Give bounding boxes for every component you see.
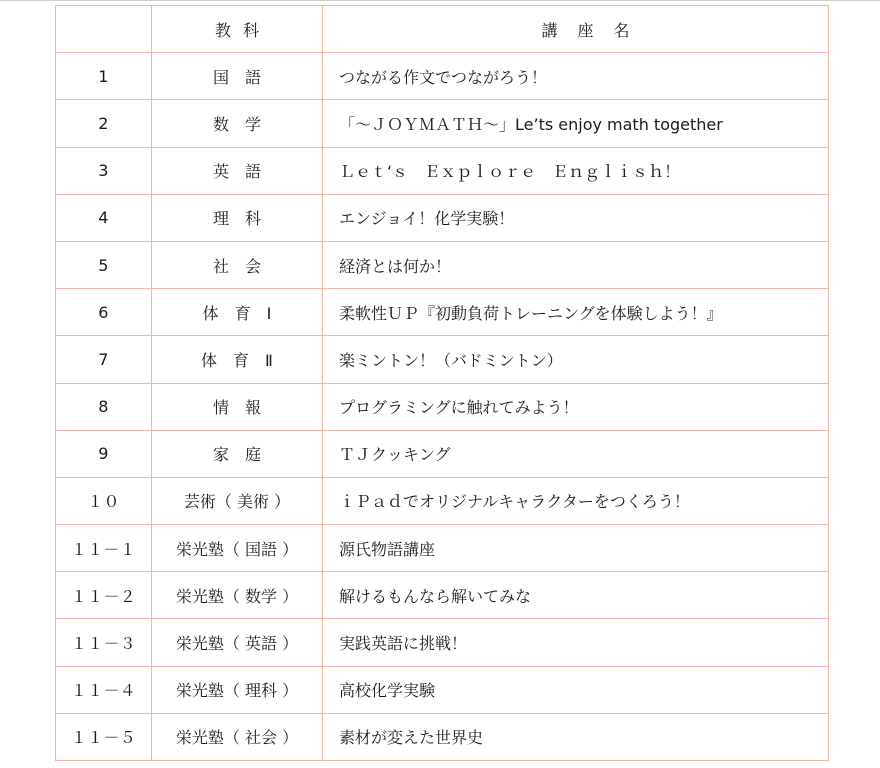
table-row bbox=[56, 194, 829, 241]
row-subject: 栄光塾（ 数学 ） bbox=[152, 572, 323, 619]
row-course: 実践英語に挑戦！ bbox=[323, 619, 829, 666]
row-course: 源氏物語講座 bbox=[323, 525, 829, 572]
table-row bbox=[56, 430, 829, 477]
course-table bbox=[55, 5, 829, 761]
table-row bbox=[56, 147, 829, 194]
row-course: 経済とは何か！ bbox=[323, 241, 829, 288]
row-number: １１－４ bbox=[56, 666, 152, 713]
row-course: 解けるもんなら解いてみな bbox=[323, 572, 829, 619]
row-number: １１－１ bbox=[56, 525, 152, 572]
top-divider bbox=[0, 0, 880, 1]
table-header-row bbox=[56, 6, 829, 53]
row-course: 素材が変えた世界史 bbox=[323, 713, 829, 760]
table-row bbox=[56, 289, 829, 336]
row-number: 5 bbox=[56, 241, 152, 288]
row-subject: 栄光塾（ 理科 ） bbox=[152, 666, 323, 713]
row-number: 9 bbox=[56, 430, 152, 477]
row-course: Ｌｅｔ‘ｓ Ｅｘｐｌｏｒｅ Ｅｎｇｌｉｓｈ！ bbox=[323, 147, 829, 194]
row-number: 8 bbox=[56, 383, 152, 430]
subject-header: 教科 bbox=[152, 6, 323, 53]
table-row bbox=[56, 619, 829, 666]
table-row bbox=[56, 100, 829, 147]
row-subject: 理 科 bbox=[152, 194, 323, 241]
row-subject: 栄光塾（ 英語 ） bbox=[152, 619, 323, 666]
row-subject: 国 語 bbox=[152, 53, 323, 100]
row-number: 1 bbox=[56, 53, 152, 100]
table-row bbox=[56, 525, 829, 572]
row-subject: 栄光塾（ 国語 ） bbox=[152, 525, 323, 572]
row-number: 4 bbox=[56, 194, 152, 241]
row-subject: 数 学 bbox=[152, 100, 323, 147]
row-course: ｉＰａｄでオリジナルキャラクターをつくろう！ bbox=[323, 477, 829, 524]
table-row bbox=[56, 572, 829, 619]
table-row bbox=[56, 241, 829, 288]
row-subject: 英 語 bbox=[152, 147, 323, 194]
row-course: つながる作文でつながろう！ bbox=[323, 53, 829, 100]
row-number: 3 bbox=[56, 147, 152, 194]
row-subject: 体 育 Ⅱ bbox=[152, 336, 323, 383]
row-number: １１－３ bbox=[56, 619, 152, 666]
row-number: １１－５ bbox=[56, 713, 152, 760]
row-course: エンジョイ！化学実験！ bbox=[323, 194, 829, 241]
row-course: ＴＪクッキング bbox=[323, 430, 829, 477]
row-number: 6 bbox=[56, 289, 152, 336]
table-row bbox=[56, 383, 829, 430]
row-subject: 社 会 bbox=[152, 241, 323, 288]
table-row bbox=[56, 713, 829, 760]
table-row bbox=[56, 666, 829, 713]
table-row bbox=[56, 477, 829, 524]
row-number: 7 bbox=[56, 336, 152, 383]
row-subject: 芸術（ 美術 ） bbox=[152, 477, 323, 524]
row-course: 高校化学実験 bbox=[323, 666, 829, 713]
row-course: 楽ミントン！（バドミントン） bbox=[323, 336, 829, 383]
row-subject: 家 庭 bbox=[152, 430, 323, 477]
table-row bbox=[56, 336, 829, 383]
table-row bbox=[56, 53, 829, 100]
row-number: 2 bbox=[56, 100, 152, 147]
row-subject: 栄光塾（ 社会 ） bbox=[152, 713, 323, 760]
number-header bbox=[56, 6, 152, 53]
row-number: １１－２ bbox=[56, 572, 152, 619]
row-course: 柔軟性ＵＰ『初動負荷トレーニングを体験しよう！』 bbox=[323, 289, 829, 336]
row-number: １０ bbox=[56, 477, 152, 524]
row-course: 「～ＪＯＹＭＡＴＨ～」Le’ts enjoy math together bbox=[323, 100, 829, 147]
row-subject: 情 報 bbox=[152, 383, 323, 430]
row-subject: 体 育 Ⅰ bbox=[152, 289, 323, 336]
row-course: プログラミングに触れてみよう！ bbox=[323, 383, 829, 430]
course-name-header: 講座名 bbox=[323, 6, 829, 53]
